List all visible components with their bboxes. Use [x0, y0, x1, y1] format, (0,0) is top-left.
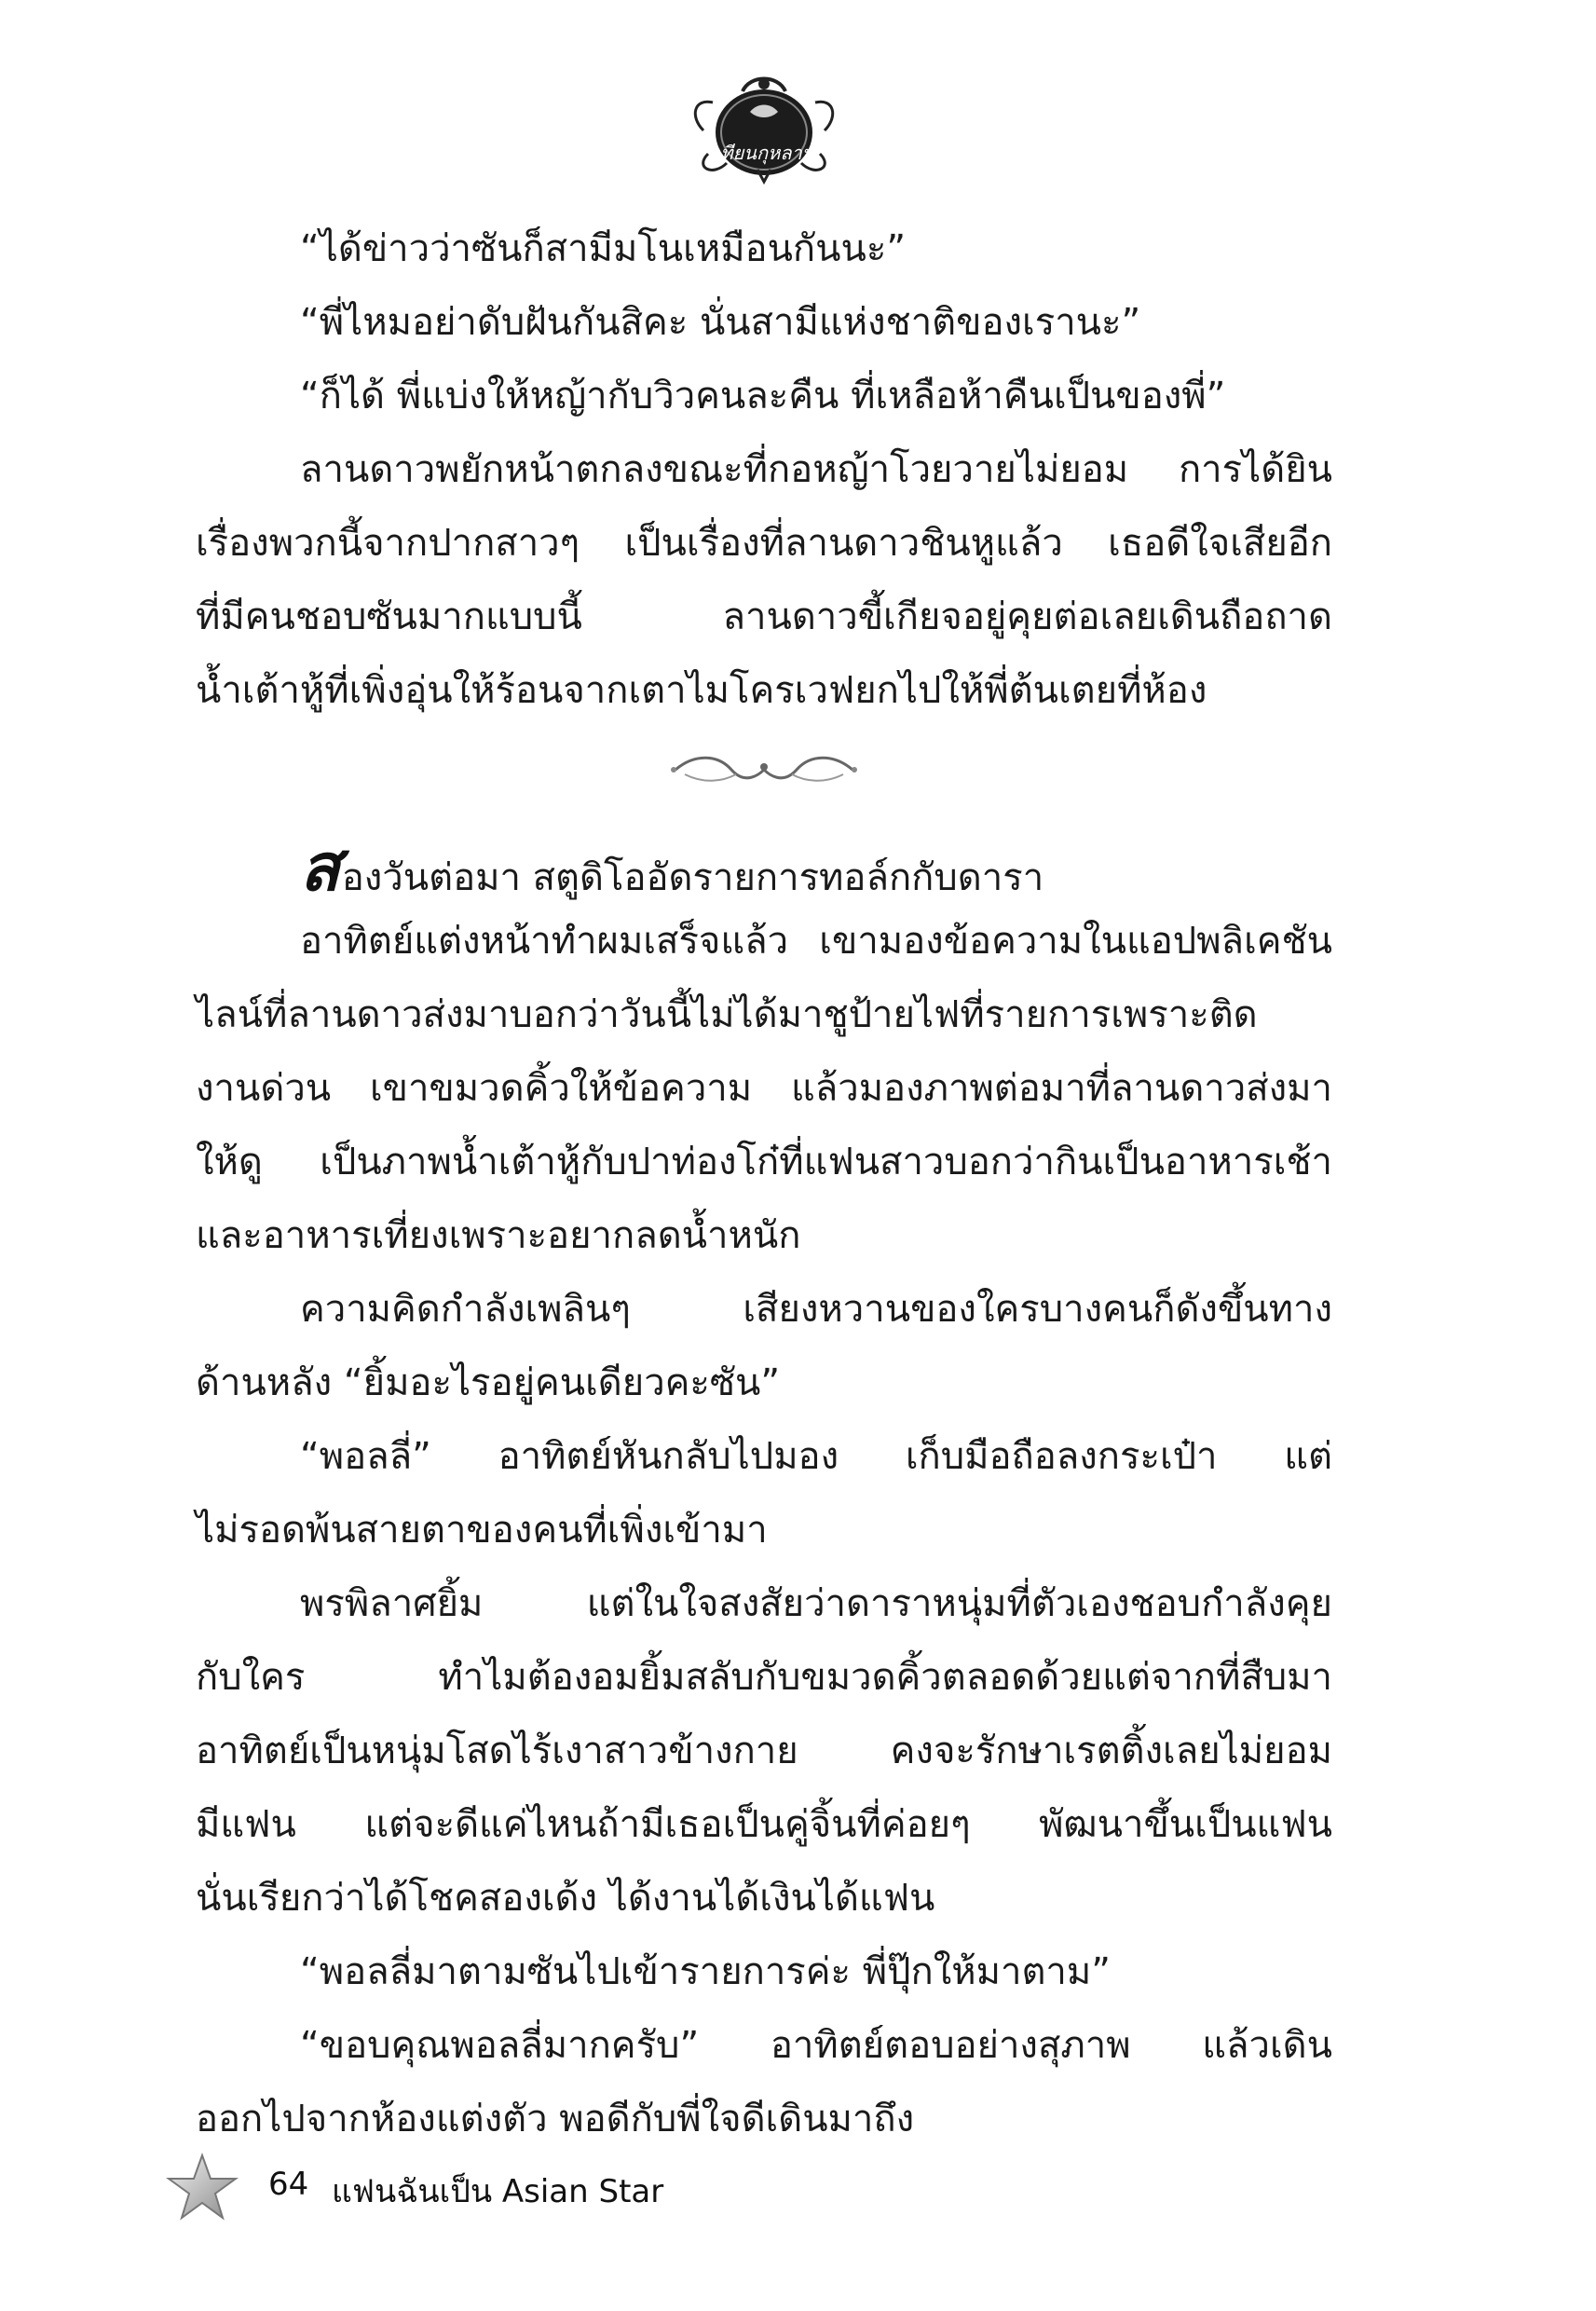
logo-text: เทียนกุหลาบ [714, 142, 814, 164]
paragraph-line: ที่มีคนชอบซันมากแบบนี้ ลานดาวขี้เกียจอยู่คุยต่อเลยเดินถือถาด [196, 595, 1332, 638]
paragraph-line: มีแฟน แต่จะดีแค่ไหนถ้ามีเธอเป็นคู่จิ้นที่ค่อยๆ พัฒนาขึ้นเป็นแฟน [196, 1803, 1332, 1846]
paragraph-line: “ขอบคุณพอลลี่มากครับ” อาทิตย์ตอบอย่างสุภาพ แล้วเดิน [300, 2024, 1332, 2067]
paragraph-line: น้ำเต้าหู้ที่เพิ่งอุ่นให้ร้อนจากเตาไมโครเวฟยกไปให้พี่ต้นเตยที่ห้อง [196, 669, 1207, 712]
dialogue-line: “พี่ไหมอย่าดับฝันกันสิคะ นั่นสามีแห่งชาติของเรานะ” [300, 301, 1141, 344]
paragraph-line: ไม่รอดพ้นสายตาของคนที่เพิ่งเข้ามา [196, 1509, 768, 1552]
page-footer [166, 2153, 1004, 2227]
paragraph-line: อาทิตย์แต่งหน้าทำผมเสร็จแล้ว เขามองข้อความในแอปพลิเคชัน [300, 920, 1332, 963]
publisher-logo [685, 65, 843, 186]
opening-text: องวันต่อมา สตูดิโออัดรายการทอล์กกับดารา [341, 856, 1044, 899]
paragraph-line: ให้ดู เป็นภาพน้ำเต้าหู้กับปาท่องโก๋ที่แฟนสาวบอกว่ากินเป็นอาหารเช้า [196, 1141, 1332, 1183]
chapter-opening [196, 812, 1332, 905]
paragraph-line: ลานดาวพยักหน้าตกลงขณะที่กอหญ้าโวยวายไม่ยอม การได้ยิน [300, 448, 1332, 491]
paragraph-line: ไลน์ที่ลานดาวส่งมาบอกว่าวันนี้ไม่ได้มาชูป้ายไฟที่รายการเพราะติด [196, 993, 1258, 1036]
page-number: 64 [268, 2166, 309, 2203]
paragraph-line: ออกไปจากห้องแต่งตัว พอดีกับพี่ใจดีเดินมาถึง [196, 2098, 915, 2140]
paragraph-line: นั่นเรียกว่าได้โชคสองเด้ง ได้งานได้เงินได้แฟน [196, 1877, 935, 1920]
paragraph-line: งานด่วน เขาขมวดคิ้วให้ข้อความ แล้วมองภาพต่อมาที่ลานดาวส่งมา [196, 1067, 1332, 1110]
book-title: แฟนฉันเป็น Asian Star [332, 2173, 664, 2210]
paragraph-line: อาทิตย์เป็นหนุ่มโสดไร้เงาสาวข้างกาย คงจะรักษาเรตติ้งเลยไม่ยอม [196, 1730, 1332, 1772]
paragraph-line: “พอลลี่” อาทิตย์หันกลับไปมอง เก็บมือถือลงกระเป๋า แต่ [300, 1435, 1332, 1478]
paragraph-line: เรื่องพวกนี้จากปากสาวๆ เป็นเรื่องที่ลานดาวชินหูแล้ว เธอดีใจเสียอีก [196, 522, 1332, 565]
paragraph-line: และอาหารเที่ยงเพราะอยากลดน้ำหนัก [196, 1214, 801, 1257]
paragraph-line: ความคิดกำลังเพลินๆ เสียงหวานของใครบางคนก็ดังขึ้นทาง [300, 1288, 1332, 1331]
section-divider [196, 728, 1332, 812]
dialogue-line: “ได้ข่าวว่าซันก็สามีมโนเหมือนกันนะ” [300, 227, 907, 270]
dialogue-line: “ก็ได้ พี่แบ่งให้หญ้ากับวิวคนละคืน ที่เหลือห้าคืนเป็นของพี่” [300, 375, 1226, 417]
paragraph-line: ด้านหลัง “ยิ้มอะไรอยู่คนเดียวคะซัน” [196, 1361, 781, 1404]
flourish-divider-icon [666, 746, 862, 793]
paragraph-line: พรพิลาศยิ้ม แต่ในใจสงสัยว่าดาราหนุ่มที่ตัวเองชอบกำลังคุย [300, 1582, 1332, 1625]
star-icon [166, 2153, 239, 2222]
dialogue-line: “พอลลี่มาตามซันไปเข้ารายการค่ะ พี่ปุ๊กให้มาตาม” [300, 1950, 1111, 1993]
drop-cap: ส [300, 829, 340, 906]
page-body [196, 212, 1332, 2156]
ornament-logo-icon [685, 65, 843, 186]
paragraph-line: กับใคร ทำไมต้องอมยิ้มสลับกับขมวดคิ้วตลอดด้วยแต่จากที่สืบมา [196, 1656, 1332, 1699]
